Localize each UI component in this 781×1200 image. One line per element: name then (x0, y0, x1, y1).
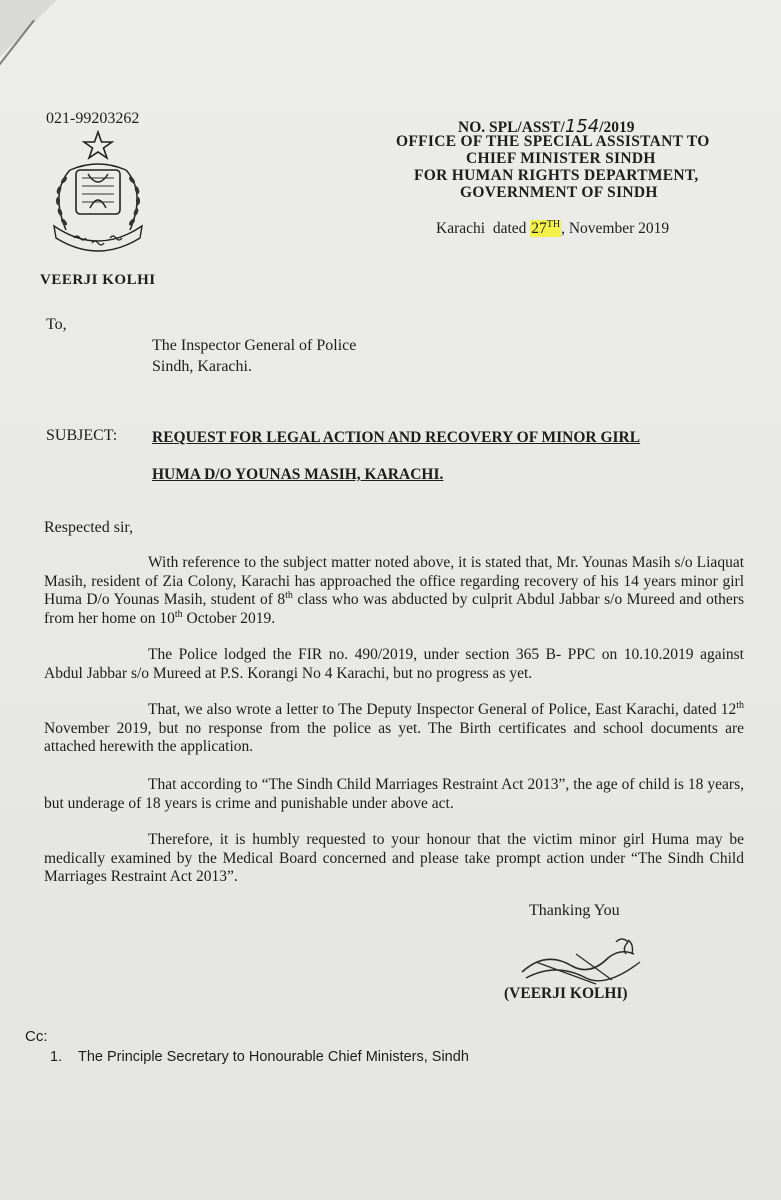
date-day-suffix: TH (546, 219, 561, 230)
body-paragraph-2: The Police lodged the FIR no. 490/2019, under section 365 B- PPC on 10.10.2019 against Abdul Jabbar s/o Mureed at P.S. Korangi No 4 Karachi, but no progress as yet. (44, 646, 744, 682)
signature-name: (VEERJI KOLHI) (504, 985, 628, 1002)
date-day: 27 (531, 220, 547, 238)
body-paragraph-4: That according to “The Sindh Child Marriages Restraint Act 2013”, the age of child is 18 years, but underage of 18 years is crime and punishable under above act. (44, 776, 744, 812)
phone-number: 021-99203262 (46, 110, 140, 127)
p3-sup: th (736, 699, 744, 711)
body-paragraph-3 (44, 701, 744, 757)
office-title-line4: GOVERNMENT OF SINDH (460, 184, 658, 201)
closing-thanks: Thanking You (529, 902, 620, 919)
body-paragraph-5: Therefore, it is humbly requested to your honour that the victim minor girl Huma may be medically examined by the Medical Board concerned and please take prompt action under “The Sindh Child Marriages Restraint Act 2013”. (44, 831, 744, 885)
p1-sup-2: th (174, 608, 183, 620)
dateline (436, 219, 669, 238)
cc-label: Cc: (25, 1028, 48, 1045)
sindh-emblem-icon (40, 130, 156, 260)
sender-name: VEERJI KOLHI (40, 272, 156, 288)
date-day-highlight (530, 220, 561, 237)
p3-text-b: November 2019, but no response from the police as yet. The Birth certificates and school documents are attached herewith the application. (44, 719, 744, 755)
reference-handwritten-number: 154 (564, 116, 600, 137)
recipient-to: To, (46, 316, 67, 333)
date-word: dated (492, 220, 527, 238)
subject-line2: HUMA D/O YOUNAS MASIH, KARACHI. (152, 466, 444, 483)
p1-text-b: class who was abducted by culprit Abdul Jabbar s/o Mureed and others from her home on 10 (44, 591, 744, 627)
recipient-line2: Sindh, Karachi. (152, 358, 252, 375)
office-title-line3: FOR HUMAN RIGHTS DEPARTMENT, (414, 167, 699, 184)
date-place: Karachi (436, 220, 486, 238)
salutation: Respected sir, (44, 519, 134, 536)
p1-text-c: October 2019. (182, 609, 276, 627)
cc-item-text: The Principle Secretary to Honourable Chief Ministers, Sindh (78, 1049, 469, 1065)
office-title-line1: OFFICE OF THE SPECIAL ASSISTANT TO (396, 133, 710, 150)
cc-item-number: 1. (50, 1049, 63, 1065)
reference-prefix: NO. SPL/ASST/ (458, 119, 565, 136)
cc-list-item (50, 1049, 469, 1065)
p1-sup-1: th (285, 589, 293, 601)
subject-label: SUBJECT: (46, 427, 118, 444)
subject-line1: REQUEST FOR LEGAL ACTION AND RECOVERY OF MINOR GIRL (152, 429, 641, 446)
p1-text-a: With reference to the subject matter noted above, it is stated that, Mr. Younas Masih s/o Liaquat Masih, resident of Zia Colony, Karachi has approached the office regarding recovery of his 14 years minor girl Huma D/o Younas Masih, student of 8 (44, 554, 744, 608)
p3-text-a: That, we also wrote a letter to The Deputy Inspector General of Police, East Karachi, dated 12 (148, 701, 737, 718)
recipient-line1: The Inspector General of Police (152, 337, 357, 354)
body-paragraph-1 (44, 554, 744, 628)
date-month-year: , November 2019 (561, 220, 670, 238)
page-corner-fold (0, 0, 60, 80)
reference-suffix: /2019 (599, 119, 635, 136)
office-title-line2: CHIEF MINISTER SINDH (466, 150, 656, 167)
